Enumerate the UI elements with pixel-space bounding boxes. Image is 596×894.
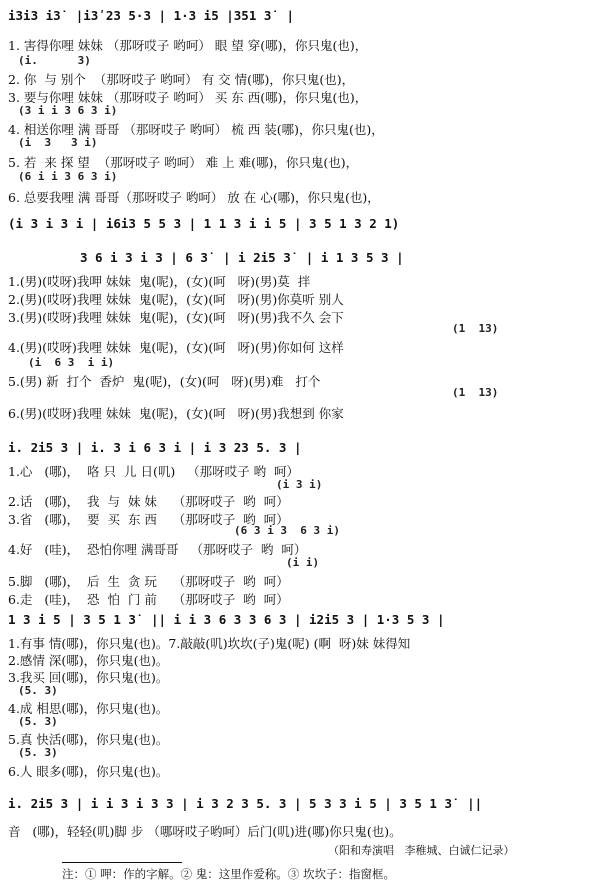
- section3-variant-1: (i 3 i): [276, 478, 323, 491]
- section3-lyric-1: 1.心 (哪)， 咯 只 儿 日(叽) （那呀哎子 哟 呵）: [8, 464, 300, 479]
- section1-lyric-1: 1. 害得你哩 妹妹 （那呀哎子 哟呵） 眼 望 穿(哪)，你只鬼(也)，: [8, 38, 368, 53]
- section4-lyric-4: 4.成 相思(哪)，你只鬼(也)。: [8, 701, 169, 716]
- section1-variant-1: (i. 3): [18, 54, 91, 67]
- section1-lyric-6: 6. 总要我哩 满 哥哥（那呀哎子 哟呵） 放 在 心(哪)，你只鬼(也)，: [8, 190, 380, 205]
- section2-lyric-6: 6.(男)(哎呀)我哩 妹妹 鬼(呢)，(女)(呵 呀)(男)我想到 你家: [8, 406, 344, 421]
- section5-credit: （阳和寿演唱 李稚城、白诚仁记录）: [328, 844, 515, 857]
- section4-lyric-3: 3.我买 回(哪)，你只鬼(也)。: [8, 670, 169, 685]
- section2-lyric-3: 3.(男)(哎呀)我哩 妹妹 鬼(呢)，(女)(呵 呀)(男)我不久 会下: [8, 310, 344, 325]
- section1-lyric-5: 5. 若 来 探 望 （那呀哎子 哟呵） 难 上 难(哪)，你只鬼(也)，: [8, 155, 359, 170]
- footnote: 注：① 呷：作的字解。② 鬼：这里作爱称。③ 坎坎子：指窗框。: [62, 867, 395, 881]
- section3-lyric-6: 6.走 (哇)， 恐 怕 门 前 （那呀哎子 哟 呵）: [8, 592, 289, 607]
- section4-variant-2: (5. 3): [18, 715, 58, 728]
- section3-variant-2: (6 3 i 3 6 3 i): [234, 524, 340, 537]
- section1-variant-2: (3 i i 3 6 3 i): [18, 104, 118, 117]
- section4-variant-1: (5. 3): [18, 684, 58, 697]
- section2-lyric-5: 5.(男) 新 打个 香炉 鬼(呢)，(女)(呵 呀)(男)难 打个: [8, 374, 321, 389]
- section5-lyric: 音 (哪)，轻轻(叽)脚 步 （哪呀哎子哟呵）后门(叽)进(哪)你只鬼(也)。: [8, 824, 402, 839]
- section1-notes-top: i3i3 i3˙ |i3ʹ23 5·3 | 1·3 i5 |351 3˙ |: [8, 8, 294, 23]
- section2-lyric-2: 2.(男)(哎呀)我哩 妹妹 鬼(呢)，(女)(呵 呀)(男)你莫听 别人: [8, 292, 344, 307]
- section4-lyric-5: 5.真 快活(哪)，你只鬼(也)。: [8, 732, 169, 747]
- section1-variant-3: (i 3 3 i): [18, 136, 98, 149]
- section3-lyric-4: 4.好 (哇)， 恐怕你哩 满哥哥 （那呀哎子 哟 呵）: [8, 542, 307, 557]
- section2-variant-3: (1 13): [452, 386, 499, 399]
- section1-lyric-4: 4. 相送你哩 满 哥哥 （那呀哎子 哟呵） 梳 西 装(哪)，你只鬼(也)，: [8, 122, 384, 137]
- section3-variant-3: (i i): [286, 556, 320, 569]
- section2-lyric-4: 4.(男)(哎呀)我哩 妹妹 鬼(呢)，(女)(呵 呀)(男)你如何 这样: [8, 340, 344, 355]
- section4-notes-top: 1 3 i 5 | 3 5 1 3˙ || i i 3 6 3 3 6 3 | i2i5 3 | 1·3 5 3 |: [8, 612, 445, 627]
- footnote-rule: [62, 862, 182, 863]
- section3-lyric-5: 5.脚 (哪)， 后 生 贪 玩 （那呀哎子 哟 呵）: [8, 574, 289, 589]
- section4-lyric-2: 2.感情 深(哪)，你只鬼(也)。: [8, 653, 169, 668]
- section4-lyric-1: 1.有事 情(哪)，你只鬼(也)。7.敲敲(叽)坎坎(子)鬼(呢) (啊 呀)妹 妹得知: [8, 636, 411, 651]
- section1-lyric-3: 3. 要与你哩 妹妹 （那呀哎子 哟呵） 买 东 西(哪)，你只鬼(也)，: [8, 90, 368, 105]
- section2-variant-1: (1 13): [452, 322, 499, 335]
- section1-notes-bottom: (i 3 i 3 i | i6i3 5 5 3 | 1 1 3 i i 5 | 3 5 1 3 2 1): [8, 216, 400, 231]
- section1-variant-4: (6 i i 3 6 3 i): [18, 170, 118, 183]
- section2-variant-2: (i 6 3 i i): [28, 356, 115, 369]
- section3-lyric-2: 2.话 (哪)， 我 与 妹 妹 （那呀哎子 哟 呵）: [8, 494, 289, 509]
- section1-lyric-2: 2. 你 与 别个 （那呀哎子 哟呵） 有 交 情(哪)，你只鬼(也)，: [8, 72, 355, 87]
- section3-lyric-3: 3.省 (哪)， 要 买 东 西 （那呀哎子 哟 呵）: [8, 512, 289, 527]
- section4-lyric-6: 6.人 眼多(哪)，你只鬼(也)。: [8, 764, 169, 779]
- section5-notes-top: i. 2i5 3 | i i 3 i 3 3 | i 3 2 3 5. 3 | 5 3 3 i 5 | 3 5 1 3˙ ||: [8, 796, 483, 811]
- section2-lyric-1: 1.(男)(哎呀)我呷 妹妹 鬼(呢)，(女)(呵 呀)(男)莫 拌: [8, 274, 311, 289]
- section2-notes-top: 3 6 i 3 i 3 | 6 3˙ | i 2i5 3˙ | i 1 3 5 3 |: [80, 250, 404, 265]
- section3-notes-top: i. 2i5 3 | i. 3 i 6 3 i | i 3 23 5. 3 |: [8, 440, 302, 455]
- section4-variant-3: (5. 3): [18, 746, 58, 759]
